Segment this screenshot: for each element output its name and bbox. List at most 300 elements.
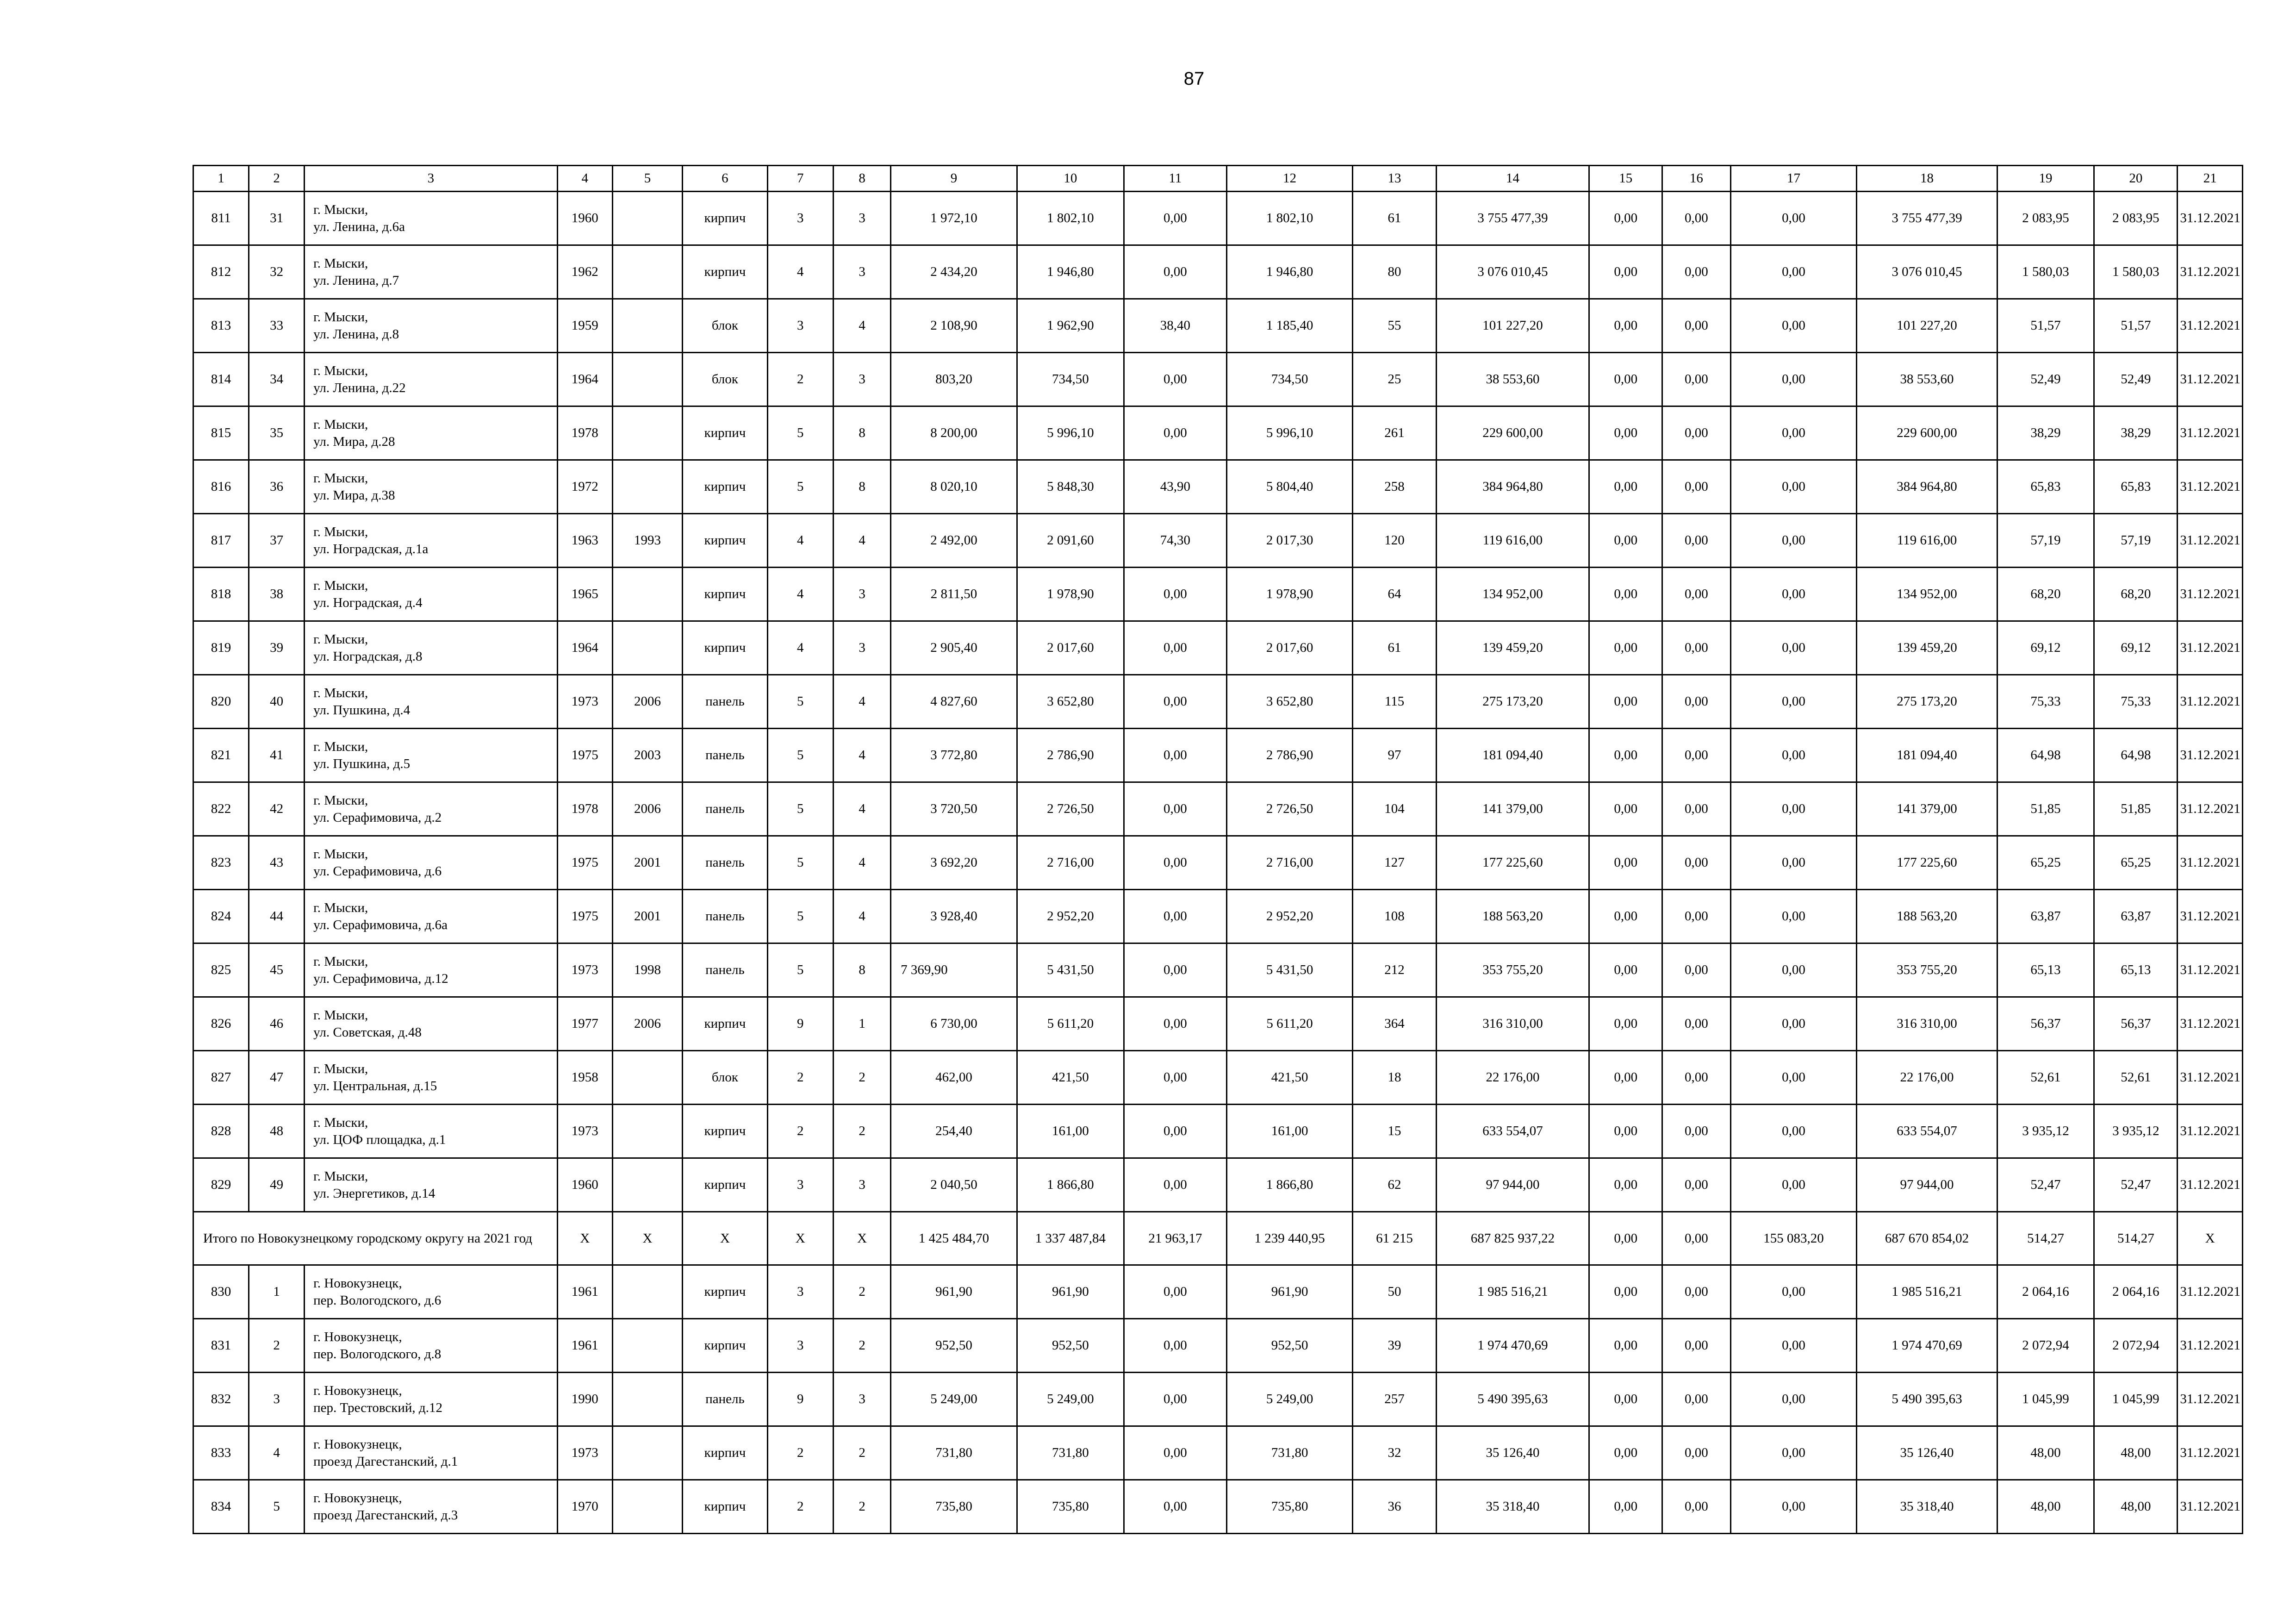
cell-col-4: 1978 (557, 782, 612, 836)
column-number-7: 7 (767, 166, 833, 192)
cell-col-13: 18 (1353, 1051, 1436, 1105)
cell-col-4: 1963 (557, 514, 612, 568)
cell-col-13: 127 (1353, 836, 1436, 890)
cell-col-4: 1958 (557, 1051, 612, 1105)
cell-col-14: 633 554,07 (1436, 1105, 1589, 1158)
cell-col-5: 2001 (612, 890, 683, 943)
address-street: ул. Мира, д.38 (313, 487, 395, 503)
address-street: ул. Серафимовича, д.2 (313, 810, 442, 825)
cell-col-10: 1 866,80 (1017, 1158, 1124, 1212)
cell-col-18: 177 225,60 (1857, 836, 1997, 890)
column-number-1: 1 (193, 166, 249, 192)
cell-col-4: 1975 (557, 729, 612, 782)
address-street: пер. Вологодского, д.6 (313, 1293, 442, 1308)
cell-col-21: 31.12.2021 (2178, 406, 2243, 460)
cell-col-14: 35 126,40 (1436, 1426, 1589, 1480)
table-row (193, 1158, 2243, 1212)
cell-col-17: 0,00 (1730, 245, 1857, 299)
total-col-4: X (557, 1212, 612, 1265)
cell-col-4: 1964 (557, 353, 612, 406)
cell-col-4: 1973 (557, 675, 612, 729)
cell-col-8: 3 (833, 1373, 890, 1426)
cell-col-21: 31.12.2021 (2178, 245, 2243, 299)
row-index-cell: 35 (249, 406, 305, 460)
cell-col-6: панель (683, 782, 767, 836)
cell-col-9: 2 040,50 (891, 1158, 1017, 1212)
cell-col-19: 65,13 (1997, 943, 2094, 997)
cell-col-5 (612, 1265, 683, 1319)
cell-col-10: 1 802,10 (1017, 192, 1124, 245)
row-index-cell: 2 (249, 1319, 305, 1373)
cell-col-11: 38,40 (1124, 299, 1226, 353)
column-number-17: 17 (1730, 166, 1857, 192)
cell-col-5 (612, 568, 683, 621)
cell-col-12: 421,50 (1226, 1051, 1353, 1105)
cell-col-11: 0,00 (1124, 1265, 1226, 1319)
cell-col-9: 462,00 (891, 1051, 1017, 1105)
cell-col-15: 0,00 (1589, 1373, 1662, 1426)
table-row (193, 568, 2243, 621)
cell-col-9: 7 369,90 (891, 943, 1017, 997)
row-index-cell: 40 (249, 675, 305, 729)
cell-col-21: 31.12.2021 (2178, 1051, 2243, 1105)
cell-col-21: 31.12.2021 (2178, 1480, 2243, 1534)
address-street: ул. Ленина, д.7 (313, 273, 399, 288)
cell-col-15: 0,00 (1589, 514, 1662, 568)
cell-col-5 (612, 1373, 683, 1426)
cell-col-11: 0,00 (1124, 782, 1226, 836)
cell-col-20: 51,85 (2094, 782, 2178, 836)
cell-col-5: 2006 (612, 782, 683, 836)
cell-col-8: 4 (833, 675, 890, 729)
cell-col-13: 104 (1353, 782, 1436, 836)
cell-col-20: 48,00 (2094, 1480, 2178, 1534)
cell-col-11: 0,00 (1124, 997, 1226, 1051)
cell-col-8: 2 (833, 1480, 890, 1534)
cell-col-4: 1965 (557, 568, 612, 621)
address-street: проезд Дагестанский, д.1 (313, 1454, 458, 1469)
address-cell (305, 406, 558, 460)
address-street: ул. Серафимовича, д.6а (313, 917, 448, 932)
row-index-cell: 37 (249, 514, 305, 568)
cell-col-5 (612, 1480, 683, 1534)
cell-col-21: 31.12.2021 (2178, 299, 2243, 353)
cell-col-9: 803,20 (891, 353, 1017, 406)
cell-col-8: 3 (833, 1158, 890, 1212)
cell-col-4: 1961 (557, 1265, 612, 1319)
row-number-cell: 820 (193, 675, 249, 729)
cell-col-20: 38,29 (2094, 406, 2178, 460)
table-row (193, 836, 2243, 890)
cell-col-8: 3 (833, 192, 890, 245)
address-cell (305, 514, 558, 568)
cell-col-20: 1 580,03 (2094, 245, 2178, 299)
cell-col-7: 2 (767, 1480, 833, 1534)
cell-col-21: 31.12.2021 (2178, 943, 2243, 997)
cell-col-13: 64 (1353, 568, 1436, 621)
cell-col-11: 0,00 (1124, 729, 1226, 782)
cell-col-14: 353 755,20 (1436, 943, 1589, 997)
cell-col-8: 3 (833, 353, 890, 406)
cell-col-17: 0,00 (1730, 782, 1857, 836)
cell-col-15: 0,00 (1589, 460, 1662, 514)
address-city: г. Мыски, (313, 900, 368, 916)
cell-col-19: 52,49 (1997, 353, 2094, 406)
cell-col-6: панель (683, 890, 767, 943)
row-number-cell: 815 (193, 406, 249, 460)
cell-col-18: 181 094,40 (1857, 729, 1997, 782)
cell-col-13: 108 (1353, 890, 1436, 943)
cell-col-21: 31.12.2021 (2178, 460, 2243, 514)
cell-col-10: 5 249,00 (1017, 1373, 1124, 1426)
cell-col-13: 364 (1353, 997, 1436, 1051)
address-cell (305, 245, 558, 299)
cell-col-16: 0,00 (1662, 1480, 1731, 1534)
row-number-cell: 819 (193, 621, 249, 675)
cell-col-17: 0,00 (1730, 1373, 1857, 1426)
cell-col-17: 0,00 (1730, 1158, 1857, 1212)
cell-col-10: 2 716,00 (1017, 836, 1124, 890)
cell-col-17: 0,00 (1730, 1105, 1857, 1158)
table-row (193, 192, 2243, 245)
table-row (193, 245, 2243, 299)
cell-col-8: 4 (833, 299, 890, 353)
cell-col-20: 64,98 (2094, 729, 2178, 782)
address-cell (305, 782, 558, 836)
table-row (193, 1051, 2243, 1105)
cell-col-11: 0,00 (1124, 1373, 1226, 1426)
column-number-3: 3 (305, 166, 558, 192)
cell-col-17: 0,00 (1730, 997, 1857, 1051)
cell-col-12: 2 017,60 (1226, 621, 1353, 675)
cell-col-19: 3 935,12 (1997, 1105, 2094, 1158)
cell-col-6: панель (683, 943, 767, 997)
address-cell (305, 621, 558, 675)
cell-col-7: 3 (767, 1158, 833, 1212)
address-street: ул. ЦОФ площадка, д.1 (313, 1132, 446, 1147)
column-number-14: 14 (1436, 166, 1589, 192)
cell-col-14: 316 310,00 (1436, 997, 1589, 1051)
cell-col-5 (612, 1051, 683, 1105)
cell-col-6: панель (683, 1373, 767, 1426)
row-number-cell: 818 (193, 568, 249, 621)
cell-col-16: 0,00 (1662, 997, 1731, 1051)
cell-col-21: 31.12.2021 (2178, 353, 2243, 406)
total-col-20: 514,27 (2094, 1212, 2178, 1265)
cell-col-15: 0,00 (1589, 943, 1662, 997)
cell-col-20: 68,20 (2094, 568, 2178, 621)
total-col-21: X (2178, 1212, 2243, 1265)
cell-col-5: 2006 (612, 675, 683, 729)
cell-col-13: 15 (1353, 1105, 1436, 1158)
address-street: ул. Пушкина, д.4 (313, 702, 411, 718)
cell-col-12: 735,80 (1226, 1480, 1353, 1534)
cell-col-4: 1959 (557, 299, 612, 353)
cell-col-6: блок (683, 299, 767, 353)
cell-col-4: 1961 (557, 1319, 612, 1373)
cell-col-14: 177 225,60 (1436, 836, 1589, 890)
cell-col-18: 353 755,20 (1857, 943, 1997, 997)
cell-col-10: 961,90 (1017, 1265, 1124, 1319)
total-col-17: 155 083,20 (1730, 1212, 1857, 1265)
cell-col-18: 134 952,00 (1857, 568, 1997, 621)
cell-col-18: 3 755 477,39 (1857, 192, 1997, 245)
cell-col-14: 1 985 516,21 (1436, 1265, 1589, 1319)
address-city: г. Мыски, (313, 1062, 368, 1077)
address-cell (305, 1319, 558, 1373)
column-number-18: 18 (1857, 166, 1997, 192)
cell-col-15: 0,00 (1589, 1051, 1662, 1105)
cell-col-20: 57,19 (2094, 514, 2178, 568)
cell-col-11: 0,00 (1124, 1480, 1226, 1534)
cell-col-19: 2 064,16 (1997, 1265, 2094, 1319)
cell-col-20: 52,61 (2094, 1051, 2178, 1105)
cell-col-17: 0,00 (1730, 675, 1857, 729)
table-row (193, 621, 2243, 675)
address-city: г. Мыски, (313, 202, 368, 218)
table-row (193, 1105, 2243, 1158)
table-row (193, 299, 2243, 353)
cell-col-16: 0,00 (1662, 568, 1731, 621)
cell-col-5 (612, 245, 683, 299)
row-index-cell: 1 (249, 1265, 305, 1319)
address-cell (305, 997, 558, 1051)
cell-col-11: 0,00 (1124, 943, 1226, 997)
cell-col-9: 2 492,00 (891, 514, 1017, 568)
cell-col-15: 0,00 (1589, 1265, 1662, 1319)
address-street: проезд Дагестанский, д.3 (313, 1507, 458, 1523)
cell-col-16: 0,00 (1662, 1373, 1731, 1426)
cell-col-5: 2003 (612, 729, 683, 782)
cell-col-9: 952,50 (891, 1319, 1017, 1373)
address-cell (305, 729, 558, 782)
cell-col-8: 1 (833, 997, 890, 1051)
cell-col-21: 31.12.2021 (2178, 621, 2243, 675)
address-cell (305, 1373, 558, 1426)
address-city: г. Мыски, (313, 310, 368, 325)
cell-col-13: 36 (1353, 1480, 1436, 1534)
table-row (193, 406, 2243, 460)
cell-col-10: 5 611,20 (1017, 997, 1124, 1051)
cell-col-18: 119 616,00 (1857, 514, 1997, 568)
cell-col-18: 1 974 470,69 (1857, 1319, 1997, 1373)
cell-col-9: 3 772,80 (891, 729, 1017, 782)
cell-col-20: 1 045,99 (2094, 1373, 2178, 1426)
address-street: ул. Ноградская, д.1а (313, 541, 429, 556)
cell-col-14: 97 944,00 (1436, 1158, 1589, 1212)
cell-col-19: 64,98 (1997, 729, 2094, 782)
cell-col-17: 0,00 (1730, 1051, 1857, 1105)
address-street: ул. Центральная, д.15 (313, 1078, 437, 1093)
row-index-cell: 4 (249, 1426, 305, 1480)
cell-col-19: 69,12 (1997, 621, 2094, 675)
cell-col-11: 0,00 (1124, 621, 1226, 675)
cell-col-5 (612, 406, 683, 460)
cell-col-12: 2 716,00 (1226, 836, 1353, 890)
cell-col-9: 2 905,40 (891, 621, 1017, 675)
address-city: г. Новокузнецк, (313, 1276, 402, 1291)
cell-col-21: 31.12.2021 (2178, 1158, 2243, 1212)
cell-col-19: 1 045,99 (1997, 1373, 2094, 1426)
cell-col-10: 735,80 (1017, 1480, 1124, 1534)
cell-col-12: 5 804,40 (1226, 460, 1353, 514)
cell-col-8: 4 (833, 729, 890, 782)
cell-col-12: 2 786,90 (1226, 729, 1353, 782)
cell-col-8: 2 (833, 1051, 890, 1105)
cell-col-10: 2 786,90 (1017, 729, 1124, 782)
cell-col-7: 3 (767, 192, 833, 245)
cell-col-13: 61 (1353, 621, 1436, 675)
cell-col-15: 0,00 (1589, 890, 1662, 943)
table-row (193, 943, 2243, 997)
address-city: г. Новокузнецк, (313, 1491, 402, 1506)
cell-col-21: 31.12.2021 (2178, 997, 2243, 1051)
address-street: ул. Ленина, д.8 (313, 326, 399, 342)
cell-col-17: 0,00 (1730, 406, 1857, 460)
cell-col-20: 3 935,12 (2094, 1105, 2178, 1158)
cell-col-4: 1973 (557, 1105, 612, 1158)
cell-col-8: 4 (833, 836, 890, 890)
cell-col-10: 952,50 (1017, 1319, 1124, 1373)
row-number-cell: 832 (193, 1373, 249, 1426)
cell-col-12: 2 952,20 (1226, 890, 1353, 943)
cell-col-7: 2 (767, 1105, 833, 1158)
cell-col-7: 4 (767, 568, 833, 621)
row-index-cell: 41 (249, 729, 305, 782)
cell-col-16: 0,00 (1662, 1319, 1731, 1373)
cell-col-7: 2 (767, 1051, 833, 1105)
cell-col-18: 275 173,20 (1857, 675, 1997, 729)
cell-col-8: 2 (833, 1319, 890, 1373)
cell-col-15: 0,00 (1589, 245, 1662, 299)
address-street: ул. Мира, д.28 (313, 434, 395, 449)
cell-col-13: 120 (1353, 514, 1436, 568)
cell-col-9: 5 249,00 (891, 1373, 1017, 1426)
column-number-19: 19 (1997, 166, 2094, 192)
total-col-19: 514,27 (1997, 1212, 2094, 1265)
address-city: г. Новокузнецк, (313, 1330, 402, 1345)
cell-col-17: 0,00 (1730, 1265, 1857, 1319)
cell-col-16: 0,00 (1662, 299, 1731, 353)
cell-col-15: 0,00 (1589, 1426, 1662, 1480)
cell-col-17: 0,00 (1730, 1319, 1857, 1373)
cell-col-11: 0,00 (1124, 1051, 1226, 1105)
cell-col-15: 0,00 (1589, 299, 1662, 353)
address-street: ул. Ленина, д.22 (313, 380, 406, 395)
cell-col-8: 3 (833, 568, 890, 621)
table-row (193, 1426, 2243, 1480)
cell-col-13: 62 (1353, 1158, 1436, 1212)
cell-col-17: 0,00 (1730, 299, 1857, 353)
row-index-cell: 36 (249, 460, 305, 514)
total-row (193, 1212, 2243, 1265)
table-row (193, 1373, 2243, 1426)
cell-col-6: кирпич (683, 1105, 767, 1158)
cell-col-21: 31.12.2021 (2178, 514, 2243, 568)
column-number-2: 2 (249, 166, 305, 192)
cell-col-19: 48,00 (1997, 1426, 2094, 1480)
row-index-cell: 3 (249, 1373, 305, 1426)
cell-col-21: 31.12.2021 (2178, 1426, 2243, 1480)
cell-col-5: 2006 (612, 997, 683, 1051)
row-index-cell: 46 (249, 997, 305, 1051)
column-number-9: 9 (891, 166, 1017, 192)
cell-col-16: 0,00 (1662, 1051, 1731, 1105)
table-body (193, 166, 2243, 1534)
cell-col-12: 5 431,50 (1226, 943, 1353, 997)
row-number-cell: 830 (193, 1265, 249, 1319)
cell-col-15: 0,00 (1589, 1480, 1662, 1534)
cell-col-13: 39 (1353, 1319, 1436, 1373)
cell-col-10: 2 952,20 (1017, 890, 1124, 943)
column-number-8: 8 (833, 166, 890, 192)
cell-col-17: 0,00 (1730, 1426, 1857, 1480)
cell-col-18: 22 176,00 (1857, 1051, 1997, 1105)
cell-col-15: 0,00 (1589, 1319, 1662, 1373)
cell-col-19: 2 072,94 (1997, 1319, 2094, 1373)
cell-col-16: 0,00 (1662, 1426, 1731, 1480)
row-number-cell: 828 (193, 1105, 249, 1158)
cell-col-18: 35 126,40 (1857, 1426, 1997, 1480)
cell-col-13: 258 (1353, 460, 1436, 514)
cell-col-11: 0,00 (1124, 1319, 1226, 1373)
cell-col-20: 63,87 (2094, 890, 2178, 943)
table-row (193, 997, 2243, 1051)
address-street: ул. Ленина, д.6а (313, 219, 405, 234)
cell-col-15: 0,00 (1589, 568, 1662, 621)
address-street: пер. Трестовский, д.12 (313, 1400, 442, 1415)
cell-col-14: 229 600,00 (1436, 406, 1589, 460)
cell-col-7: 3 (767, 299, 833, 353)
address-street: ул. Пушкина, д.5 (313, 756, 411, 771)
cell-col-4: 1975 (557, 836, 612, 890)
row-number-cell: 812 (193, 245, 249, 299)
address-city: г. Мыски, (313, 793, 368, 808)
cell-col-21: 31.12.2021 (2178, 890, 2243, 943)
row-number-cell: 825 (193, 943, 249, 997)
total-col-9: 1 425 484,70 (891, 1212, 1017, 1265)
column-number-4: 4 (557, 166, 612, 192)
cell-col-17: 0,00 (1730, 890, 1857, 943)
cell-col-6: панель (683, 836, 767, 890)
address-street: ул. Энергетиков, д.14 (313, 1186, 436, 1201)
row-number-cell: 823 (193, 836, 249, 890)
cell-col-10: 2 017,60 (1017, 621, 1124, 675)
cell-col-7: 5 (767, 890, 833, 943)
cell-col-18: 5 490 395,63 (1857, 1373, 1997, 1426)
cell-col-4: 1972 (557, 460, 612, 514)
column-number-20: 20 (2094, 166, 2178, 192)
address-cell (305, 943, 558, 997)
cell-col-20: 65,13 (2094, 943, 2178, 997)
cell-col-18: 3 076 010,45 (1857, 245, 1997, 299)
cell-col-21: 31.12.2021 (2178, 729, 2243, 782)
cell-col-13: 61 (1353, 192, 1436, 245)
cell-col-14: 275 173,20 (1436, 675, 1589, 729)
row-number-cell: 829 (193, 1158, 249, 1212)
column-number-12: 12 (1226, 166, 1353, 192)
cell-col-17: 0,00 (1730, 621, 1857, 675)
cell-col-6: кирпич (683, 460, 767, 514)
cell-col-4: 1960 (557, 192, 612, 245)
cell-col-9: 731,80 (891, 1426, 1017, 1480)
cell-col-14: 181 094,40 (1436, 729, 1589, 782)
cell-col-6: кирпич (683, 568, 767, 621)
row-number-cell: 827 (193, 1051, 249, 1105)
address-city: г. Мыски, (313, 686, 368, 701)
cell-col-12: 952,50 (1226, 1319, 1353, 1373)
cell-col-15: 0,00 (1589, 1105, 1662, 1158)
